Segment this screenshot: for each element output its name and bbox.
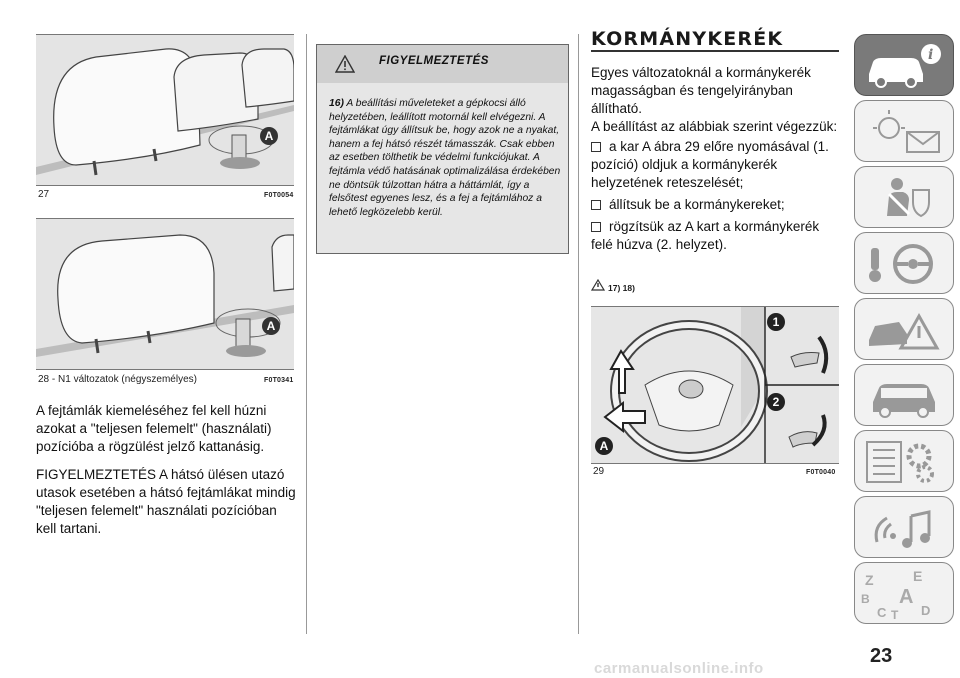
warning-title: FIGYELMEZTETÉS: [379, 55, 489, 67]
technical-data-icon: [859, 436, 949, 486]
svg-text:D: D: [921, 603, 931, 618]
figure-29-callout-a: A: [595, 437, 613, 455]
rear-headrest-warning-paragraph: FIGYELMEZTETÉS A hátsó ülésen utazó utasok esetében a hátsó fejtámlákat mindig "teljesen felemelt" használati pozícióban kell tartani.: [36, 467, 296, 536]
svg-text:A: A: [899, 586, 914, 608]
warning-triangle-icon: [335, 55, 355, 73]
sidebar-tab-emergency[interactable]: [854, 298, 954, 360]
figure-29-number: 29: [593, 466, 605, 477]
right-column-text: [591, 64, 841, 254]
figure-28-number: 28 - N1 változatok (négyszemélyes): [38, 374, 197, 385]
warning-box: [316, 44, 569, 254]
page-number: 23: [870, 645, 893, 667]
sidebar-tab-technical-data[interactable]: [854, 430, 954, 492]
figure-29: [591, 306, 839, 464]
figure-28: [36, 218, 294, 370]
watermark: carmanualsonline.info: [594, 660, 764, 677]
step-item: rögzítsük az A kart a kormánykerék felé húzva (2. helyzet).: [591, 219, 820, 252]
sidebar-tab-index[interactable]: [854, 562, 954, 624]
steering-wheel-illustration: [591, 307, 839, 463]
bullet-icon: [591, 200, 601, 210]
lead-paragraph: A beállítást az alábbiak szerint végezzük:: [591, 119, 838, 134]
sidebar-tab-maintenance[interactable]: [854, 364, 954, 426]
sidebar-tab-start-drive[interactable]: [854, 232, 954, 294]
sidebar-tab-multimedia[interactable]: [854, 496, 954, 558]
bullet-icon: [591, 222, 601, 232]
section-heading: KORMÁNYKERÉK: [591, 28, 784, 50]
step-item: állítsuk be a kormánykereket;: [591, 196, 841, 214]
sidebar-tab-warning-lights[interactable]: [854, 100, 954, 162]
figure-29-code: F0T0040: [806, 469, 836, 476]
figure-28-callout: A: [262, 317, 280, 335]
headrest-illustration: [36, 35, 294, 185]
svg-text:E: E: [913, 568, 923, 584]
warning-triangle-icon: [591, 279, 605, 291]
steering-start-icon: [859, 238, 949, 288]
figure-28-code: F0T0341: [264, 377, 294, 384]
safety-icon: [859, 172, 949, 222]
index-icon: [859, 565, 949, 621]
svg-text:i: i: [928, 47, 934, 63]
figure-29-callout-1: 1: [767, 313, 785, 331]
reference-notes: 17) 18): [608, 283, 635, 293]
sidebar-tab-safety[interactable]: [854, 166, 954, 228]
warning-body: [329, 97, 561, 219]
car-info-icon: [859, 40, 949, 90]
maintenance-icon: [859, 370, 949, 420]
intro-paragraph: Egyes változatoknál a kormánykerék magasságban és tengelyirányban állítható.: [591, 65, 811, 116]
step-item: a kar A ábra 29 előre nyomásával (1. pozíció) oldjuk a kormánykerék helyzetének reteszelését;: [591, 139, 829, 190]
figure-27: [36, 34, 294, 186]
multimedia-icon: [859, 502, 949, 552]
svg-text:Z: Z: [865, 572, 874, 588]
svg-text:B: B: [861, 592, 870, 606]
sidebar-tab-car-info[interactable]: [854, 34, 954, 96]
warning-header: [317, 45, 568, 83]
column-divider-1: [306, 34, 307, 634]
warning-number: 16): [329, 98, 344, 109]
warning-text: A beállítási műveleteket a gépkocsi álló helyzetében, leállított motornál kell elvégezni. A fejtámlákat úgy állítsuk be, hogy azok ne a nyakat, hanem a fej hátsó részét támasszák. Csak ebben az esetben tölthetik be védelmi funkciójukat. A fejtámla védő hatásának optimalizálása érdekében ne döntsük túlzottan hátra a háttámlát, így a felsőtest egyenes lesz, és a fej a fejtámlához a lehető legközelebb kerül.: [329, 98, 561, 218]
figure-27-callout: A: [260, 127, 278, 145]
warning-lights-icon: [859, 106, 949, 156]
figure-29-callout-2: 2: [767, 393, 785, 411]
bullet-icon: [591, 142, 601, 152]
svg-text:C: C: [877, 605, 887, 620]
headrest-n1-illustration: [36, 219, 294, 369]
emergency-icon: [859, 304, 949, 354]
headrest-raise-paragraph: A fejtámlák kiemeléséhez fel kell húzni azokat a "teljesen felemelt" (használati) pozícióba a rögzülést jelző kattanásig.: [36, 403, 272, 454]
column-divider-2: [578, 34, 579, 634]
left-column-text: [36, 402, 298, 548]
svg-text:T: T: [891, 608, 899, 621]
figure-27-code: F0T0054: [264, 192, 294, 199]
figure-27-number: 27: [38, 189, 50, 200]
heading-underline: [591, 50, 839, 52]
